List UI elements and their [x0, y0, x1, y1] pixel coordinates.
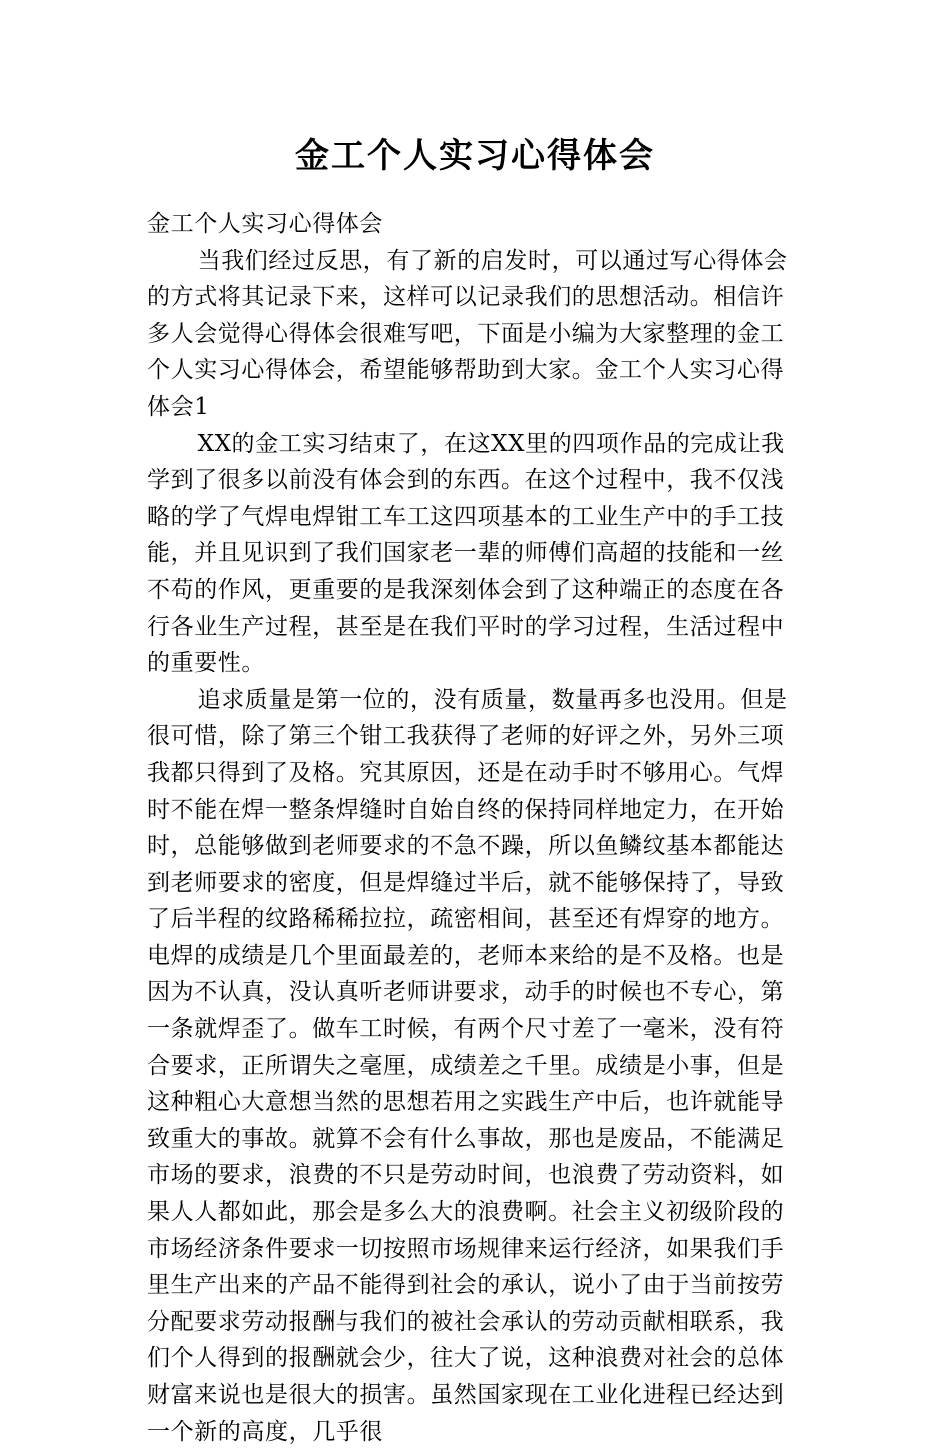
- document-title: 金工个人实习心得体会: [295, 136, 655, 176]
- paragraph-intro: 当我们经过反思，有了新的启发时，可以通过写心得体会的方式将其记录下来，这样可以记录我们的思想活动。相信许多人会觉得心得体会很难写吧，下面是小编为大家整理的金工个人实习心得体会，希望能够帮助到大家。金工个人实习心得体会1: [147, 247, 788, 420]
- paragraph-quality-reflection: 追求质量是第一位的，没有质量，数量再多也没用。但是很可惜，除了第三个钳工我获得了老师的好评之外，另外三项我都只得到了及格。究其原因，还是在动手时不够用心。气焊时不能在焊一整条焊缝时自始自终的保持同样地定力，在开始时，总能够做到老师要求的不急不躁，所以鱼鳞纹基本都能达到老师要求的密度，但是焊缝过半后，就不能够保持了，导致了后半程的纹路稀稀拉拉，疏密相间，甚至还有焊穿的地方。电焊的成绩是几个里面最差的，老师本来给的是不及格。也是因为不认真，没认真听老师讲要求，动手的时候也不专心，第一条就焊歪了。做车工时候，有两个尺寸差了一毫米，没有符合要求，正所谓失之毫厘，成绩差之千里。成绩是小事，但是这种粗心大意想当然的思想若用之实践生产中后，也许就能导致重大的事故。就算不会有什么事故，那也是废品，不能满足市场的要求，浪费的不只是劳动时间，也浪费了劳动资料，如果人人都如此，那会是多么大的浪费啊。社会主义初级阶段的市场经济条件要求一切按照市场规律来运行经济，如果我们手里生产出来的产品不能得到社会的承认，说小了由于当前按劳分配要求劳动报酬与我们的被社会承认的劳动贡献相联系，我们个人得到的报酬就会少，往大了说，这种浪费对社会的总体财富来说也是很大的损害。虽然国家现在工业化进程已经达到一个新的高度，几乎很: [147, 686, 788, 1445]
- paragraph-heading: 金工个人实习心得体会: [147, 211, 383, 237]
- paragraph-internship-summary: XX的金工实习结束了，在这XX里的四项作品的完成让我学到了很多以前没有体会到的东西。在这个过程中，我不仅浅略的学了气焊电焊钳工车工这四项基本的工业生产中的手工技能，并且见识到了我们国家老一辈的师傅们高超的技能和一丝不苟的作风，更重要的是我深刻体会到了这种端正的态度在各行各业生产过程，甚至是在我们平时的学习过程，生活过程中的重要性。: [147, 430, 785, 677]
- document-body: [147, 206, 797, 1450]
